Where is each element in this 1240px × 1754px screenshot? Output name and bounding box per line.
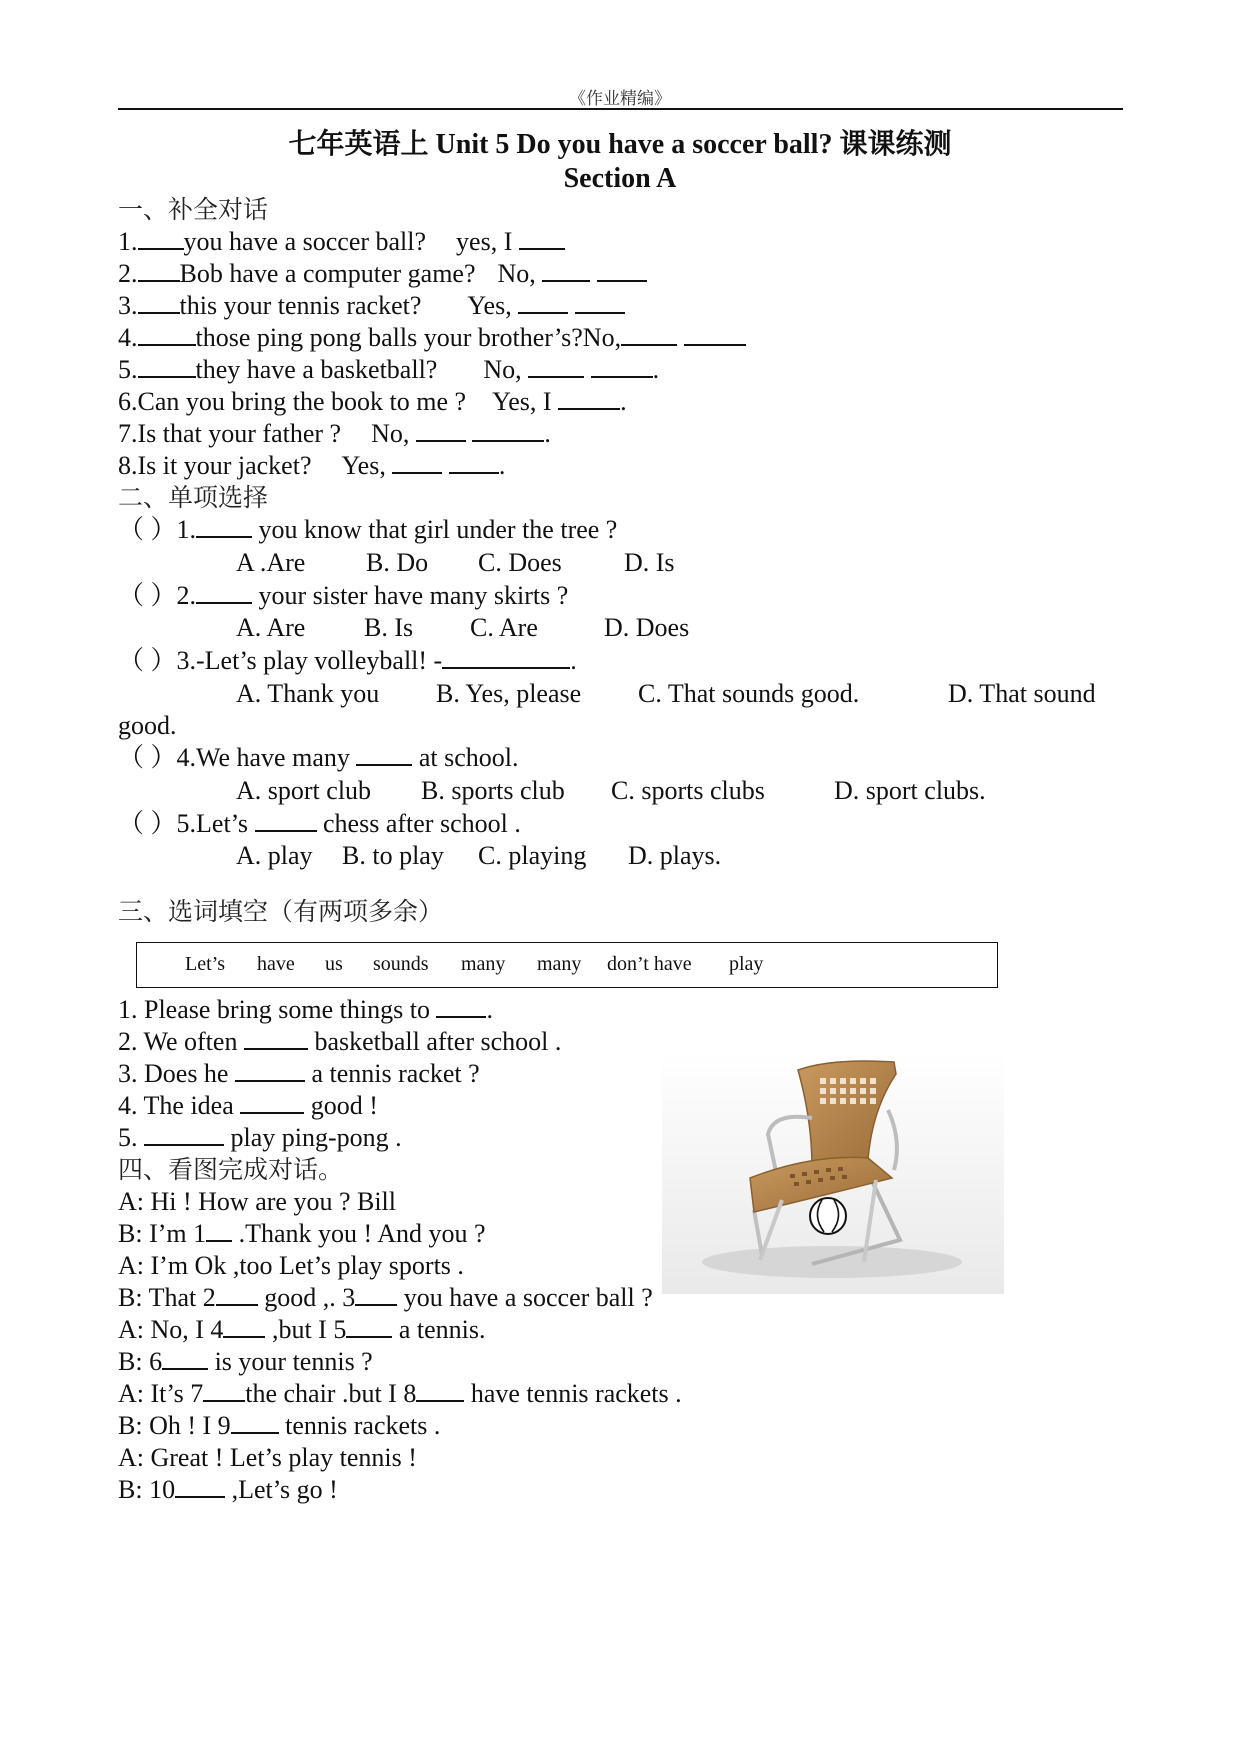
fill-line-1: 1. Please bring some things to .	[118, 995, 493, 1024]
dialogue-line-10: B: 10 ,Let’s go !	[118, 1475, 338, 1504]
mc-options-3	[236, 678, 1096, 710]
mc-question-4: （ ）4.We have many at school.	[118, 743, 519, 772]
option-d: D. Does	[604, 613, 690, 642]
answer-blank	[684, 322, 746, 346]
part1-heading: 一、补全对话	[118, 195, 269, 224]
question-text: they have a basketball?	[195, 355, 438, 384]
option-a: A. play	[236, 841, 313, 870]
dialogue-line-2: B: I’m 1 .Thank you ! And you ?	[118, 1219, 486, 1248]
question-text: 6.Can you bring the book to me ?	[118, 387, 467, 416]
answer-blank	[591, 354, 653, 378]
answer-blank	[206, 1218, 232, 1242]
answer-blank	[196, 580, 252, 604]
mc-options-5	[236, 840, 721, 872]
answer-blank	[436, 994, 486, 1018]
option-c: C. playing	[478, 841, 587, 870]
word-bank-item: have	[257, 953, 295, 975]
fill-line-5: 5. play ping-pong .	[118, 1123, 402, 1152]
question-text: 8.Is it your jacket?	[118, 451, 312, 480]
answer-blank	[597, 258, 647, 282]
part1-line-6: 6.Can you bring the book to me ? Yes, I .	[118, 387, 627, 416]
option-d: D. sport clubs.	[834, 776, 986, 805]
part1-line-8: 8.Is it your jacket? Yes, .	[118, 451, 506, 480]
answer-blank	[528, 354, 584, 378]
part3-heading: 三、选词填空（有两项多余）	[118, 897, 444, 926]
fill-line-4: 4. The idea good !	[118, 1091, 378, 1120]
option-c: C. sports clubs	[611, 776, 765, 805]
answer-paren: （ ）	[118, 646, 177, 675]
answer-blank	[235, 1058, 305, 1082]
question-text: this your tennis racket?	[179, 291, 422, 320]
answer-paren: （ ）	[118, 515, 177, 544]
answer-blank	[416, 1378, 464, 1402]
answer-blank	[138, 354, 196, 378]
mc-option-3-wrap: good.	[118, 711, 177, 740]
answer-blank	[416, 418, 466, 442]
question-text: those ping pong balls your brother’s?No,	[195, 323, 622, 352]
fill-line-3: 3. Does he a tennis racket ?	[118, 1059, 480, 1088]
option-d: D. Is	[624, 548, 675, 577]
word-bank-item: Let’s	[185, 953, 225, 975]
answer-blank	[558, 386, 620, 410]
dialogue-line-7: A: It’s 7 the chair .but I 8 have tennis rackets .	[118, 1379, 682, 1408]
answer-prefix: yes, I	[456, 227, 513, 256]
answer-blank	[442, 645, 570, 669]
part1-line-3	[118, 290, 625, 322]
answer-prefix: Yes, I	[492, 387, 552, 416]
dialogue-line-9: A: Great ! Let’s play tennis !	[118, 1443, 417, 1472]
answer-blank	[138, 322, 196, 346]
mc-question-5: （ ）5.Let’s chess after school .	[118, 809, 521, 838]
answer-paren: （ ）	[118, 581, 177, 610]
option-b: B. Yes, please	[436, 679, 582, 708]
answer-blank	[240, 1090, 304, 1114]
answer-blank	[175, 1474, 225, 1498]
answer-paren: （ ）	[118, 809, 177, 838]
worksheet-subtitle: Section A	[563, 163, 677, 194]
line-number: 1.	[118, 227, 138, 256]
part1-line-7: 7.Is that your father ? No, .	[118, 419, 551, 448]
option-b: B. to play	[342, 841, 444, 870]
option-b: B. Is	[364, 613, 414, 642]
word-bank-item: many	[537, 953, 582, 975]
worksheet-title: 七年英语上 Unit 5 Do you have a soccer ball? 课课练测	[288, 129, 952, 160]
part4-heading: 四、看图完成对话。	[118, 1155, 344, 1184]
answer-blank	[392, 450, 442, 474]
option-c: C. Are	[470, 613, 538, 642]
option-a: A. Are	[236, 613, 306, 642]
option-d: D. That sound	[948, 679, 1096, 708]
answer-blank	[346, 1314, 392, 1338]
dialogue-line-8: B: Oh ! I 9 tennis rackets .	[118, 1411, 441, 1440]
chair-with-tennis-ball-picture	[662, 1050, 1004, 1294]
line-number: 3.	[118, 291, 138, 320]
line-number: 2.	[118, 259, 138, 288]
answer-blank	[196, 514, 252, 538]
option-a: A. Thank you	[236, 679, 380, 708]
dialogue-line-1: A: Hi ! How are you ? Bill	[118, 1187, 397, 1216]
mc-question-1: （ ）1. you know that girl under the tree ?	[118, 515, 618, 544]
part1-line-2	[118, 258, 647, 290]
mc-options-1	[236, 547, 675, 579]
option-b: B. Do	[366, 548, 429, 577]
answer-paren: （ ）	[118, 743, 177, 772]
line-number: 5.	[118, 355, 138, 384]
word-bank-item: sounds	[373, 953, 429, 975]
answer-blank	[449, 450, 499, 474]
answer-blank	[223, 1314, 265, 1338]
option-c: C. That sounds good.	[638, 679, 860, 708]
answer-blank	[621, 322, 677, 346]
answer-blank	[519, 226, 565, 250]
answer-blank	[144, 1122, 224, 1146]
question-text: you have a soccer ball?	[183, 227, 427, 256]
word-bank-item: us	[325, 953, 343, 975]
answer-prefix: No,	[483, 355, 522, 384]
part2-heading: 二、单项选择	[118, 483, 269, 512]
answer-prefix: Yes,	[467, 291, 512, 320]
answer-prefix: No,	[371, 419, 410, 448]
answer-blank	[356, 742, 412, 766]
answer-blank	[244, 1026, 308, 1050]
answer-blank	[162, 1346, 208, 1370]
answer-blank	[575, 290, 625, 314]
answer-blank	[542, 258, 590, 282]
dialogue-line-4: B: That 2 good ,. 3 you have a soccer ball ?	[118, 1283, 653, 1312]
answer-blank	[138, 258, 180, 282]
answer-blank	[138, 226, 184, 250]
answer-blank	[518, 290, 568, 314]
answer-blank	[355, 1282, 397, 1306]
dialogue-line-3: A: I’m Ok ,too Let’s play sports .	[118, 1251, 464, 1280]
header-rule	[118, 108, 1123, 110]
dialogue-line-5: A: No, I 4 ,but I 5 a tennis.	[118, 1315, 486, 1344]
answer-prefix: No,	[497, 259, 536, 288]
answer-blank	[203, 1378, 245, 1402]
mc-question-3: （ ）3.-Let’s play volleyball! - .	[118, 646, 577, 675]
word-bank-item: don’t have	[607, 953, 692, 975]
line-number: 4.	[118, 323, 138, 352]
option-a: A. sport club	[236, 776, 372, 805]
dialogue-line-6: B: 6 is your tennis ?	[118, 1347, 373, 1376]
answer-blank	[216, 1282, 258, 1306]
part1-line-1	[118, 226, 565, 258]
word-bank-item: many	[461, 953, 506, 975]
option-a: A .Are	[236, 548, 306, 577]
mc-options-4	[236, 775, 986, 807]
option-b: B. sports club	[421, 776, 565, 805]
answer-blank	[255, 808, 317, 832]
option-c: C. Does	[478, 548, 562, 577]
question-text: Bob have a computer game?	[179, 259, 476, 288]
answer-blank	[231, 1410, 279, 1434]
running-header: 《作业精编》	[569, 89, 671, 108]
fill-line-2: 2. We often basketball after school .	[118, 1027, 562, 1056]
answer-blank	[472, 418, 544, 442]
part1-line-4	[118, 322, 746, 354]
word-bank-item: play	[729, 953, 764, 975]
mc-question-2: （ ）2. your sister have many skirts ?	[118, 581, 569, 610]
mc-options-2	[236, 612, 689, 644]
question-text: 7.Is that your father ?	[118, 419, 342, 448]
word-bank	[136, 942, 998, 988]
answer-prefix: Yes,	[341, 451, 386, 480]
part1-line-5: 5. they have a basketball? No, .	[118, 355, 660, 384]
option-d: D. plays.	[628, 841, 722, 870]
answer-blank	[138, 290, 180, 314]
